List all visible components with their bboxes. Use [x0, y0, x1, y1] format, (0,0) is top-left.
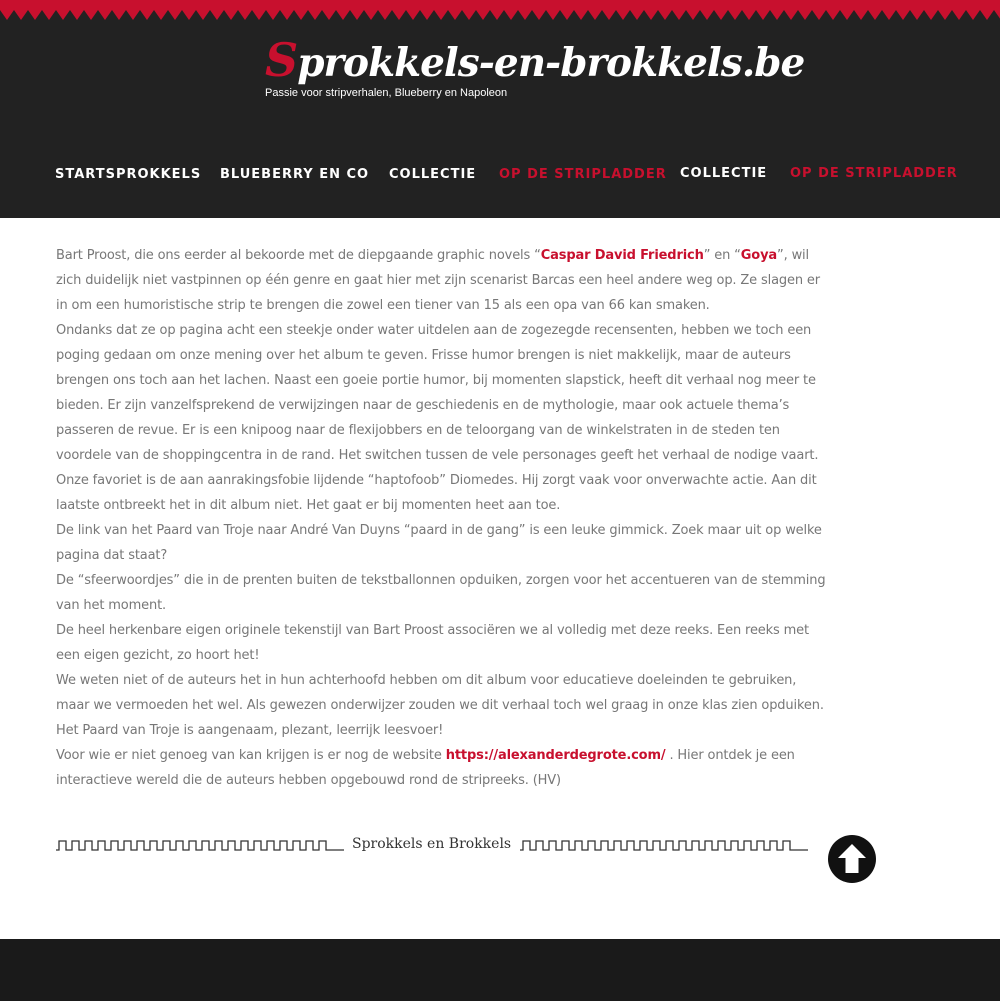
divider-ornament-left [56, 839, 344, 853]
article-paragraph: Bart Proost, die ons eerder al bekoorde met de diepgaande graphic novels “Caspar David Friedrich” en “Goya”, wil zich duidelijk niet vastpinnen op één genre en gaat hier met zijn scenarist Barcas een heel andere weg op. Ze slagen er in om een humoristische strip te brengen die zowel een tiener van 15 als een opa van 66 kan smaken. [56, 248, 820, 313]
nav-item-op-de-stripladder[interactable]: OP DE STRIPLADDER [499, 167, 667, 182]
zigzag-border [0, 0, 1000, 24]
nav-item-startsprokkels[interactable]: STARTSPROKKELS [55, 167, 202, 182]
site-tagline: Passie voor stripverhalen, Blueberry en Napoleon [265, 87, 508, 99]
section-divider [56, 832, 808, 858]
article-paragraph: De link van het Paard van Troje naar André Van Duyns “paard in de gang” is een leuke gimmick. Zoek maar uit op welke pagina dat staat? [56, 523, 822, 563]
divider-ornament-right [520, 839, 808, 853]
site-header [0, 0, 1000, 218]
logo-initial: S [265, 33, 298, 87]
back-to-top-button[interactable] [828, 835, 876, 883]
divider-label: Sprokkels en Brokkels [352, 836, 512, 852]
nav-item-collectie[interactable]: COLLECTIE [389, 167, 477, 182]
link-goya[interactable]: Goya [740, 248, 778, 263]
article-paragraph: De “sfeerwoordjes” die in de prenten buiten de tekstballonnen opduiken, zorgen voor het accentueren van de stemming van het moment. [56, 573, 826, 613]
nav-item-op-de-stripladder-2[interactable]: OP DE STRIPLADDER [790, 166, 958, 181]
main-nav [0, 165, 1000, 189]
link-caspar-david-friedrich[interactable]: Caspar David Friedrich [540, 248, 704, 263]
link-alexanderdegrote[interactable]: https://alexanderdegrote.com/ [445, 748, 666, 763]
site-footer [0, 939, 1000, 1001]
nav-item-collectie-2[interactable]: COLLECTIE [680, 166, 768, 181]
article-paragraph: Het Paard van Troje is aangenaam, plezant, leerrijk leesvoer! [56, 723, 444, 738]
article-paragraph: De heel herkenbare eigen originele tekenstijl van Bart Proost associëren we al volledig met deze reeks. Een reeks met een eigen gezicht, zo hoort het! [56, 623, 809, 663]
arrow-up-icon [828, 835, 876, 883]
logo-text: prokkels-en-brokkels.be [297, 40, 805, 86]
site-logo[interactable] [265, 34, 804, 89]
article-paragraph: We weten niet of de auteurs het in hun achterhoofd hebben om dit album voor educatieve doeleinden te gebruiken, maar we vermoeden het wel. Als gewezen onderwijzer zouden we dit verhaal toch wel graag in onze klas zien opduiken. [56, 673, 824, 713]
article-paragraph: Voor wie er niet genoeg van kan krijgen is er nog de website https://alexanderdegrote.com/ . Hier ontdek je een interactieve wereld die de auteurs hebben opgebouwd rond de stripreeks. (HV) [56, 748, 795, 788]
article-paragraph: Ondanks dat ze op pagina acht een steekje onder water uitdelen aan de zogezegde recensenten, hebben we toch een poging gedaan om onze mening over het album te geven. Frisse humor brengen is niet makkelijk, maar de auteurs brengen ons toch aan het lachen. Naast een goeie portie humor, bij momenten slapstick, heeft dit verhaal nog meer te bieden. Er zijn vanzelfsprekend de verwijzingen naar de geschiedenis en de mythologie, maar ook actuele thema’s passeren de revue. Er is een knipoog naar de flexijobbers en de teloorgang van de winkelstraten in de steden ten voordele van de shoppingcentra in de rand. Het switchen tussen de vele personages geeft het verhaal de nodige vaart. Onze favoriet is de aan aanrakingsfobie lijdende “haptofoob” Diomedes. Hij zorgt vaak voor onverwachte actie. Aan dit laatste ontbreekt het in dit album niet. Het gaat er bij momenten heet aan toe. [56, 323, 819, 513]
nav-item-blueberry-en-co[interactable]: BLUEBERRY EN CO [220, 167, 370, 182]
article-body [56, 243, 828, 793]
